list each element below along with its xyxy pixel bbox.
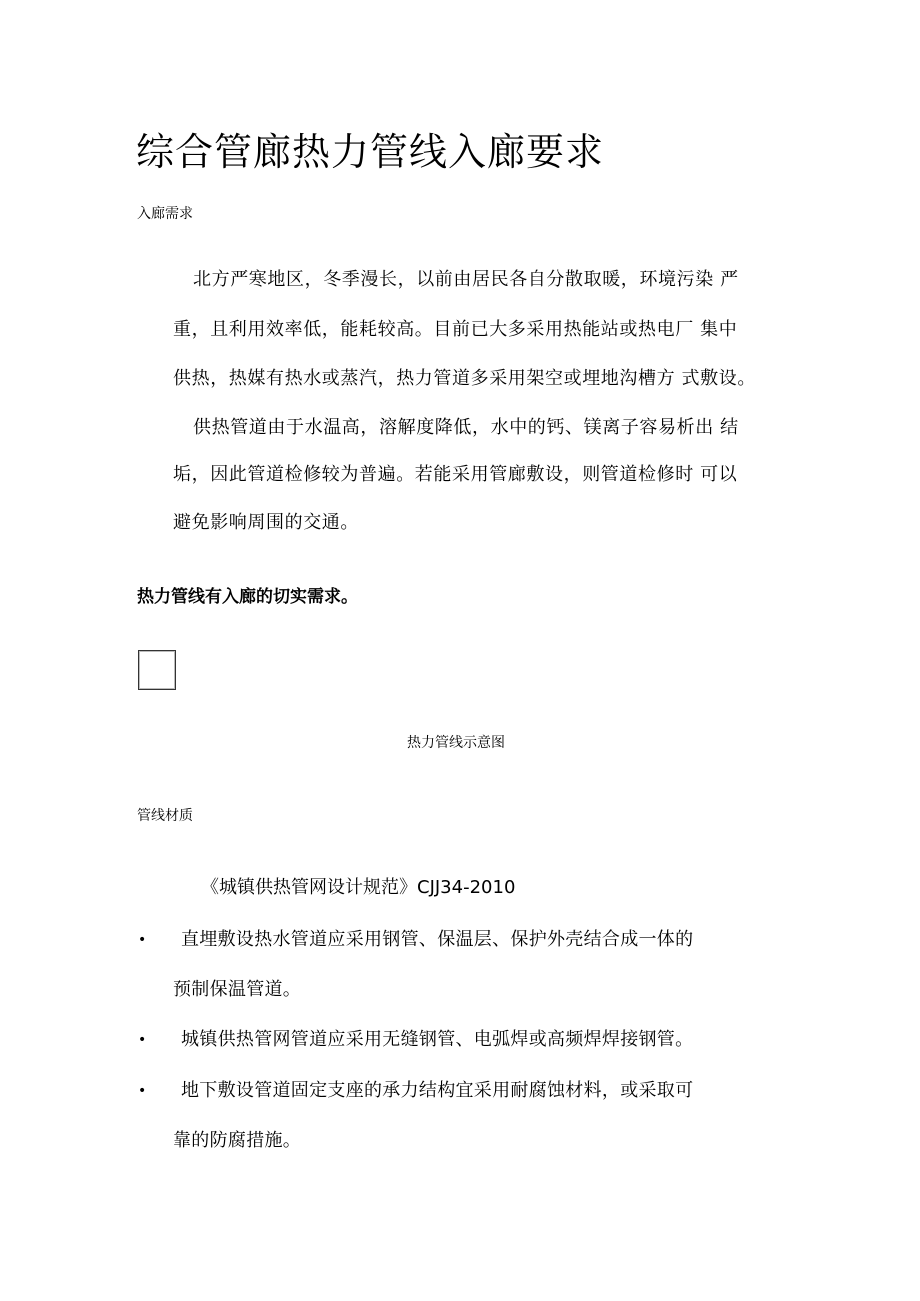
paragraph-2-line-1: 供热管道由于水温高，溶解度降低，水中的钙、镁离子容易析出 结 xyxy=(193,417,739,438)
bullet-icon: • xyxy=(138,1032,147,1048)
paragraph-1-line-1: 北方严寒地区，冬季漫长，以前由居民各自分散取暖，环境污染 严 xyxy=(193,269,739,290)
paragraph-2-line-3: 避免影响周围的交通。 xyxy=(173,512,359,533)
figure-caption: 热力管线示意图 xyxy=(407,735,505,751)
list-item-1-line-2: 预制保温管道。 xyxy=(173,979,302,1000)
list-item-1-line-1: 直埋敷设热水管道应采用钢管、保温层、保护外壳结合成一体的 xyxy=(181,929,694,950)
list-item-2-line-1: 城镇供热管网管道应采用无缝钢管、电弧焊或高频焊焊接钢管。 xyxy=(181,1029,694,1050)
bullet-icon: • xyxy=(138,1083,147,1099)
paragraph-2-line-2: 垢，因此管道检修较为普遍。若能采用管廊敷设，则管道检修时 可以 xyxy=(173,464,738,485)
document-title: 综合管廊热力管线入廊要求 xyxy=(136,130,605,174)
figure-placeholder-image xyxy=(138,650,176,690)
standard-reference: 《城镇供热管网设计规范》CJJ34-2010 xyxy=(201,877,516,898)
bullet-icon: • xyxy=(138,932,147,948)
section-heading-pipe-material: 管线材质 xyxy=(137,808,193,824)
paragraph-1-line-2: 重，且利用效率低，能耗较高。目前已大多采用热能站或热电厂 集中 xyxy=(173,319,738,340)
list-item-3-line-2: 靠的防腐措施。 xyxy=(173,1130,302,1151)
paragraph-1-line-3: 供热，热媒有热水或蒸汽，热力管道多采用架空或埋地沟槽方 式敷设。 xyxy=(173,368,756,389)
list-item-3-line-1: 地下敷设管道固定支座的承力结构宜采用耐腐蚀材料，或采取可 xyxy=(181,1080,694,1101)
section-heading-entry-demand: 入廊需求 xyxy=(137,206,193,222)
conclusion-statement: 热力管线有入廊的切实需求。 xyxy=(137,587,358,607)
